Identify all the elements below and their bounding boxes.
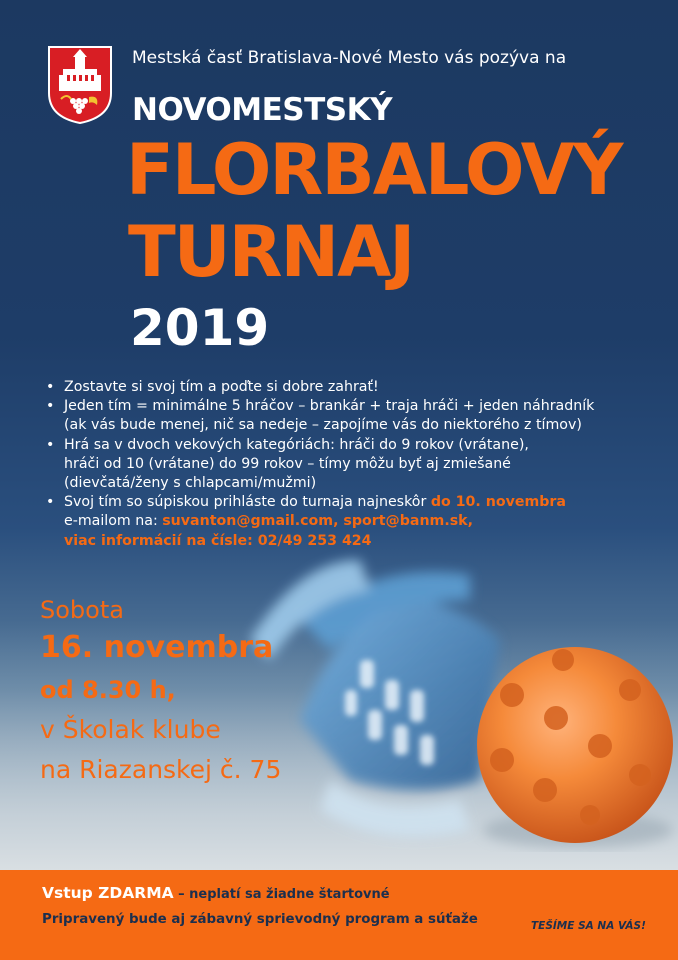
free-entry-bold: Vstup ZDARMA <box>42 884 174 902</box>
rule-players-line2: (ak vás bude menej, nič sa nedeje – zapojíme vás do niektorého z tímov) <box>64 417 582 434</box>
rule-item-categories <box>64 436 664 494</box>
title-florbalovy: FLORBALOVÝ <box>126 129 622 211</box>
rule-categories-line1: Hrá sa v dvoch vekových kategóriách: hráči do 9 rokov (vrátane), <box>64 436 529 453</box>
rule-categories-line3: (dievčatá/ženy s chlapcami/mužmi) <box>64 475 317 492</box>
event-address: na Riazanskej č. 75 <box>40 755 282 784</box>
registration-text: Svoj tím so súpiskou prihláste do turnaja najneskôr <box>64 494 431 511</box>
title-turnaj: TURNAJ <box>128 211 414 293</box>
rule-categories-line2: hráči od 10 (vrátane) do 99 rokov – tímy môžu byť aj zmiešané <box>64 455 511 472</box>
title-year: 2019 <box>130 299 270 357</box>
event-time: od 8.30 h, <box>40 676 176 704</box>
event-date: 16. novembra <box>40 630 274 665</box>
invitation-line: Mestská časť Bratislava-Nové Mesto vás pozýva na <box>132 48 567 68</box>
contact-emails[interactable]: suvanton@gmail.com, sport@banm.sk, <box>162 513 474 530</box>
contact-phone: viac informácií na čísle: 02/49 253 424 <box>64 532 372 549</box>
closing-line: TEŠÍME SA NA VÁS! <box>531 920 646 932</box>
event-day: Sobota <box>40 596 124 624</box>
free-entry-line <box>42 884 390 902</box>
rule-item-players <box>64 397 664 435</box>
rule-item-registration <box>64 493 664 551</box>
city-district-crest-logo <box>47 45 113 125</box>
free-entry-note: – neplatí sa žiadne štartovné <box>173 887 390 902</box>
rule-team-text: Zostavte si svoj tím a poďte si dobre zahrať! <box>64 379 379 395</box>
event-venue: v Školak klube <box>40 715 221 744</box>
program-line: Pripravený bude aj zábavný sprievodný program a súťaže <box>42 912 478 927</box>
email-label: e-mailom na: <box>64 513 163 530</box>
rule-players-line1: Jeden tím = minimálne 5 hráčov – brankár + traja hráči + jeden náhradník <box>64 398 595 415</box>
registration-deadline: do 10. novembra <box>430 494 566 511</box>
rule-item-team <box>64 378 664 397</box>
title-novomestsky: NOVOMESTSKÝ <box>132 92 393 128</box>
rules-list <box>44 378 664 551</box>
footer-banner <box>0 870 678 960</box>
event-details <box>40 594 281 790</box>
